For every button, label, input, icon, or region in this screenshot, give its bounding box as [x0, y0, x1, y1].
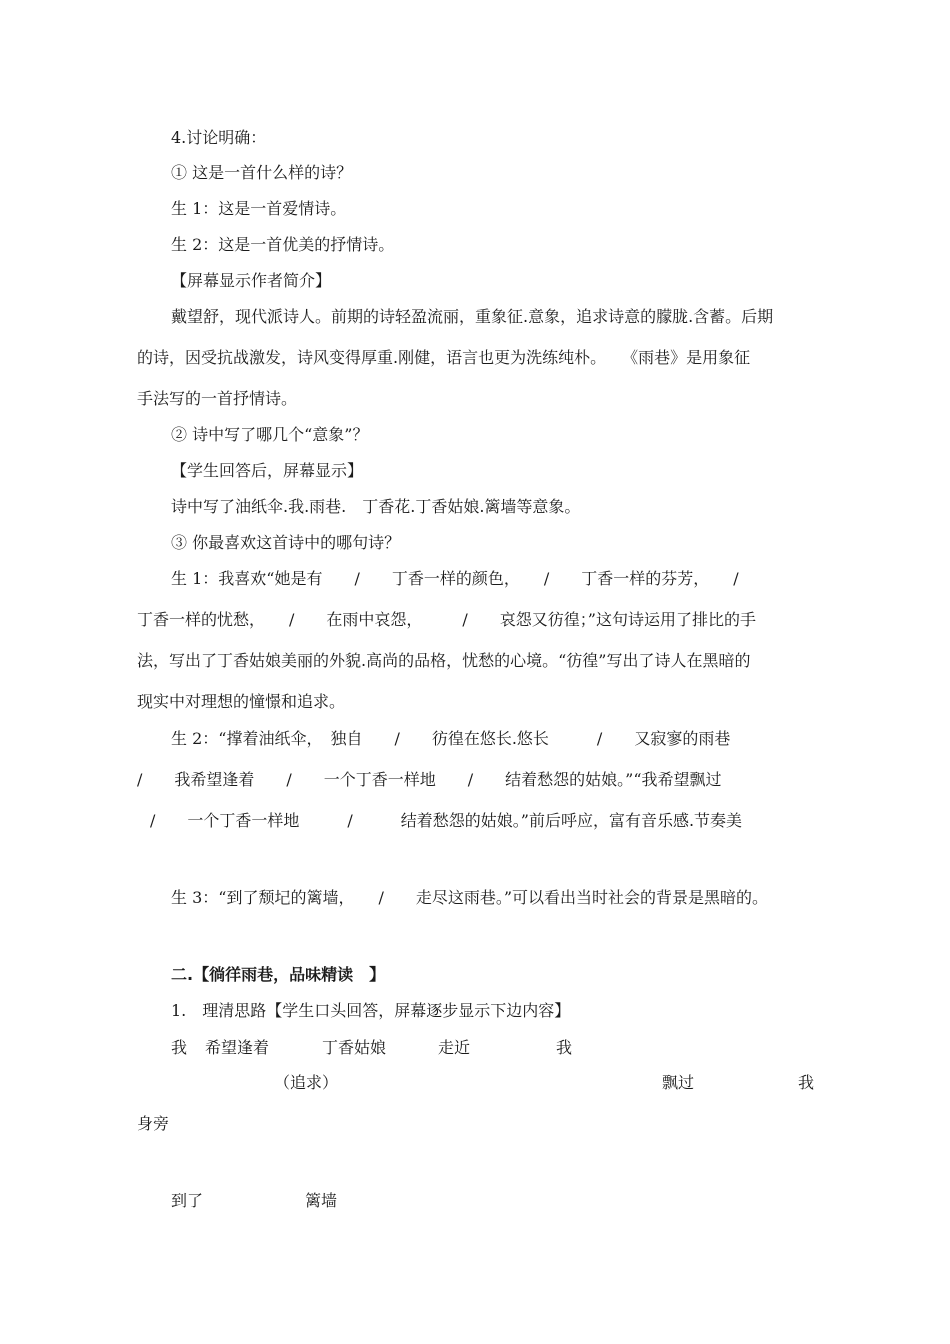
- diagram-word: 丁香姑娘: [322, 1038, 387, 1057]
- section-label: 【屏幕显示作者简介】: [171, 271, 332, 290]
- diagram-word: 飘过: [662, 1073, 695, 1092]
- text-line: 丁香一样的忧愁， / 在雨中哀怨， / 哀怨又彷徨；”这句诗运用了排比的手: [137, 610, 756, 629]
- diagram-word: 身旁: [137, 1114, 170, 1133]
- text-line: ③ 你最喜欢这首诗中的哪句诗？: [171, 533, 401, 552]
- text-line: 生 1：我喜欢“她是有 / 丁香一样的颜色， / 丁香一样的芬芳， /: [171, 569, 739, 588]
- text-line: 诗中写了油纸伞.我.雨巷. 丁香花.丁香姑娘.篱墙等意象。: [171, 497, 581, 516]
- text-line: 现实中对理想的憧憬和追求。: [137, 692, 346, 711]
- section-heading: 二.【徜徉雨巷，品味精读 】: [171, 965, 386, 984]
- diagram-word: 我: [171, 1038, 188, 1057]
- text-line: 的诗，因受抗战激发，诗风变得厚重.刚健，语言也更为洗练纯朴。 《雨巷》是用象征: [137, 348, 751, 367]
- text-line: ② 诗中写了哪几个“意象”？: [171, 425, 369, 444]
- section-label: 【学生回答后，屏幕显示】: [171, 461, 364, 480]
- diagram-word: 走近: [438, 1038, 471, 1057]
- text-line: 生 2：“撑着油纸伞， 独自 / 彷徨在悠长.悠长 / 又寂寥的雨巷: [171, 729, 731, 748]
- text-line: 1. 理清思路【学生口头回答，屏幕逐步显示下边内容】: [171, 1001, 571, 1020]
- text-line: 4.讨论明确：: [171, 128, 267, 147]
- text-line: 戴望舒，现代派诗人。前期的诗轻盈流丽，重象征.意象，追求诗意的朦胧.含蓄。后期: [171, 307, 774, 326]
- diagram-word: （追求）: [274, 1073, 339, 1092]
- diagram-word: 我: [556, 1038, 573, 1057]
- diagram-word: 到了: [171, 1191, 204, 1210]
- text-line: / 一个丁香一样地 / 结着愁怨的姑娘。”前后呼应，富有音乐感.节奏美: [150, 811, 743, 830]
- text-line: 生 1：这是一首爱情诗。: [171, 199, 347, 218]
- diagram-word: 篱墙: [305, 1191, 338, 1210]
- text-line: ① 这是一首什么样的诗？: [171, 163, 353, 182]
- text-line: 生 3：“到了颓圮的篱墙， / 走尽这雨巷。”可以看出当时社会的背景是黑暗的。: [171, 888, 769, 907]
- text-line: / 我希望逢着 / 一个丁香一样地 / 结着愁怨的姑娘。”“我希望飘过: [137, 770, 722, 789]
- diagram-word: 我: [798, 1073, 815, 1092]
- text-line: 手法写的一首抒情诗。: [137, 389, 298, 408]
- text-line: 生 2：这是一首优美的抒情诗。: [171, 235, 395, 254]
- diagram-word: 希望逢着: [205, 1038, 270, 1057]
- text-line: 法，写出了丁香姑娘美丽的外貌.高尚的品格，忧愁的心境。“彷徨”写出了诗人在黑暗的: [137, 651, 751, 670]
